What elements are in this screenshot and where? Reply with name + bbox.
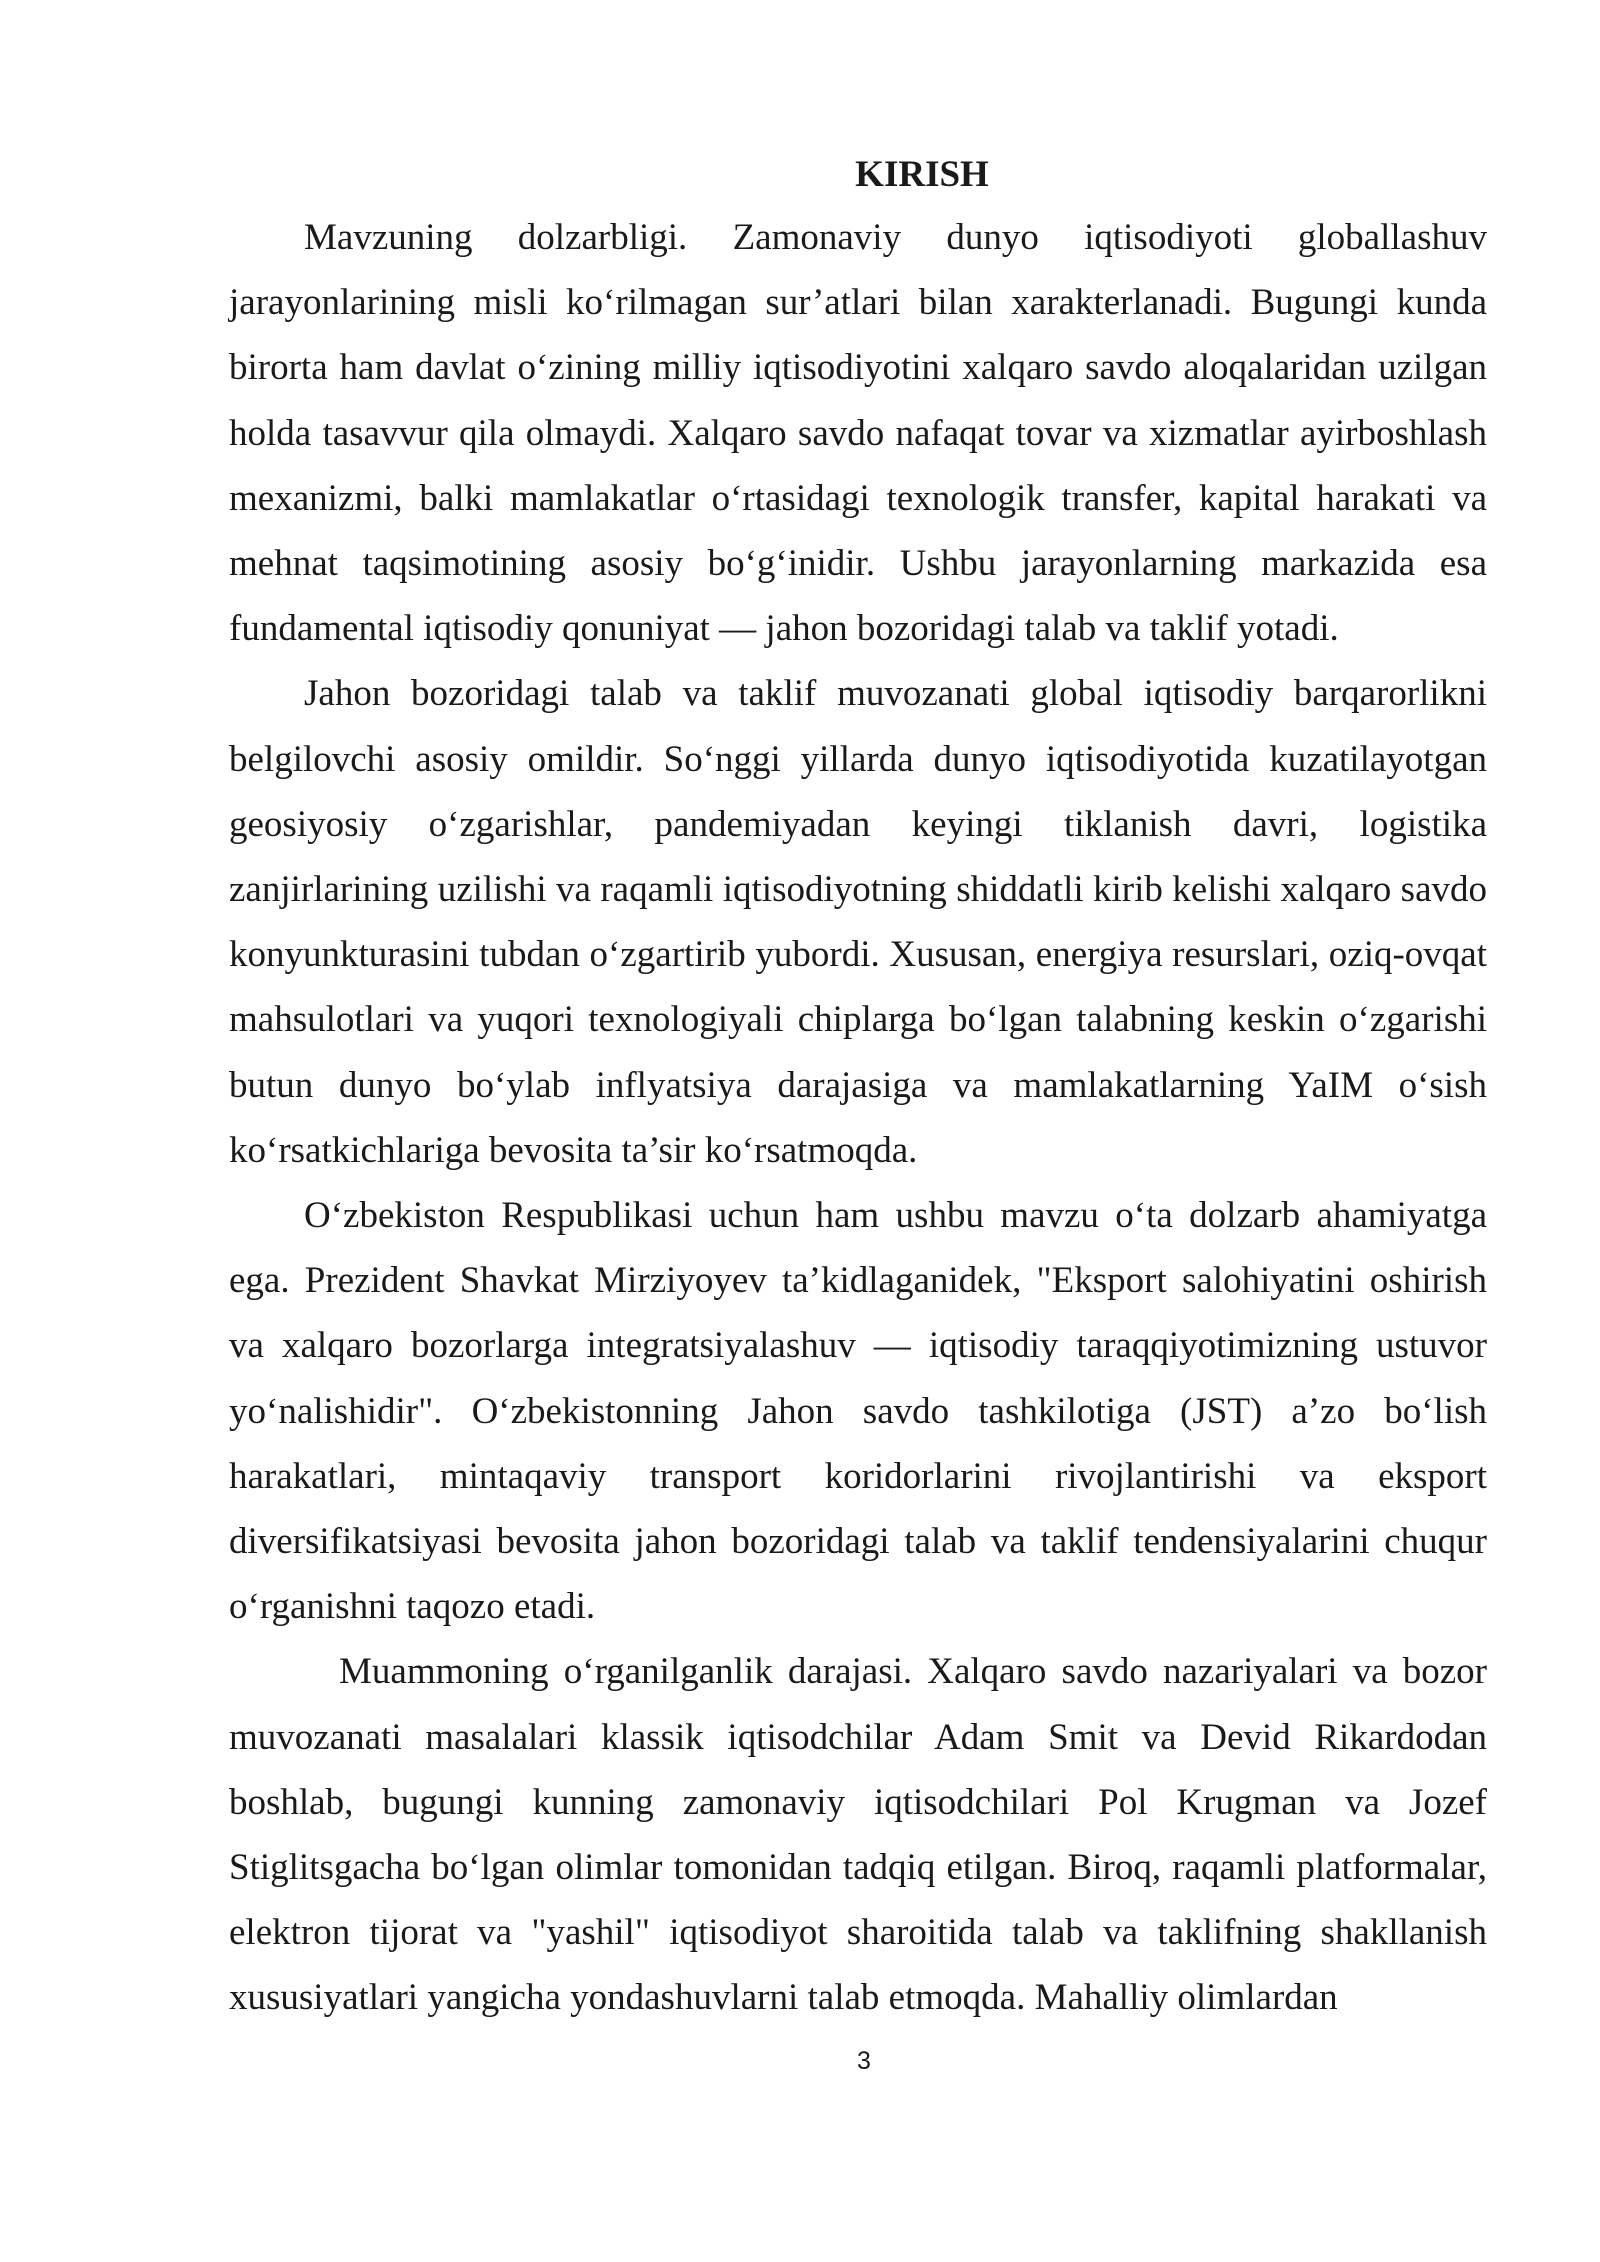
paragraph-uzbekistan: O‘zbekiston Respublikasi uchun ham ushbu mavzu o‘ta dolzarb ahamiyatga ega. Prezident Shavkat Mirziyoyev ta’kidlaganidek, "Eksport salohiyatini oshirish va xalqaro bozorlarga integratsiyalashuv — iqtisodiy taraqqiyotimizning ustuvor yo‘nalishidir". O‘zbekistonning Jahon savdo tashkilotiga (JST) a’zo bo‘lish harakatlari, mintaqaviy transport koridorlarini rivojlantirishi va eksport diversifikatsiyasi bevosita jahon bozoridagi talab va taklif tendensiyalarini chuqur o‘rganishni taqozo etadi. bbox=[229, 1195, 1487, 1628]
paragraph-relevance: Mavzuning dolzarbligi. Zamonaviy dunyo iqtisodiyoti globallashuv jarayonlarining misli ko‘rilmagan sur’atlari bilan xarakterlanadi. Bugungi kunda birorta ham davlat o‘zining milliy iqtisodiyotini xalqaro savdo aloqalaridan uzilgan holda tasavvur qila olmaydi. Xalqaro savdo nafaqat tovar va xizmatlar ayirboshlash mexanizmi, balki mamlakatlar o‘rtasidagi texnologik transfer, kapital harakati va mehnat taqsimotining asosiy bo‘g‘inidir. Ushbu jarayonlarning markazida esa fundamental iqtisodiy qonuniyat — jahon bozoridagi talab va taklif yotadi. bbox=[229, 217, 1487, 650]
paragraph-research-level: Muammoning o‘rganilganlik darajasi. Xalqaro savdo nazariyalari va bozor muvozanati masalalari klassik iqtisodchilar Adam Smit va Devid Rikardodan boshlab, bugungi kunning zamonaviy iqtisodchilari Pol Krugman va Jozef Stiglitsgacha bo‘lgan olimlar tomonidan tadqiq etilgan. Biroq, raqamli platformalar, elektron tijorat va "yashil" iqtisodiyot sharoitida talab va taklifning shakllanish xususiyatlari yangicha yondashuvlarni talab etmoqda. Mahalliy olimlardan bbox=[229, 1651, 1487, 2019]
paragraph-market-balance: Jahon bozoridagi talab va taklif muvozanati global iqtisodiy barqarorlikni belgilovchi asosiy omildir. So‘nggi yillarda dunyo iqtisodiyotida kuzatilayotgan geosiyosiy o‘zgarishlar, pandemiyadan keyingi tiklanish davri, logistika zanjirlarining uzilishi va raqamli iqtisodiyotning shiddatli kirib kelishi xalqaro savdo konyunkturasini tubdan o‘zgartirib yubordi. Xususan, energiya resurslari, oziq-ovqat mahsulotlari va yuqori texnologiyali chiplarga bo‘lgan talabning keskin o‘zgarishi butun dunyo bo‘ylab inflyatsiya darajasiga va mamlakatlarning YaIM o‘sish ko‘rsatkichlariga bevosita ta’sir ko‘rsatmoqda. bbox=[229, 673, 1487, 1171]
document-body bbox=[229, 150, 1487, 2031]
page-number: 3 bbox=[857, 2047, 871, 2075]
section-heading: KIRISH bbox=[855, 154, 989, 195]
